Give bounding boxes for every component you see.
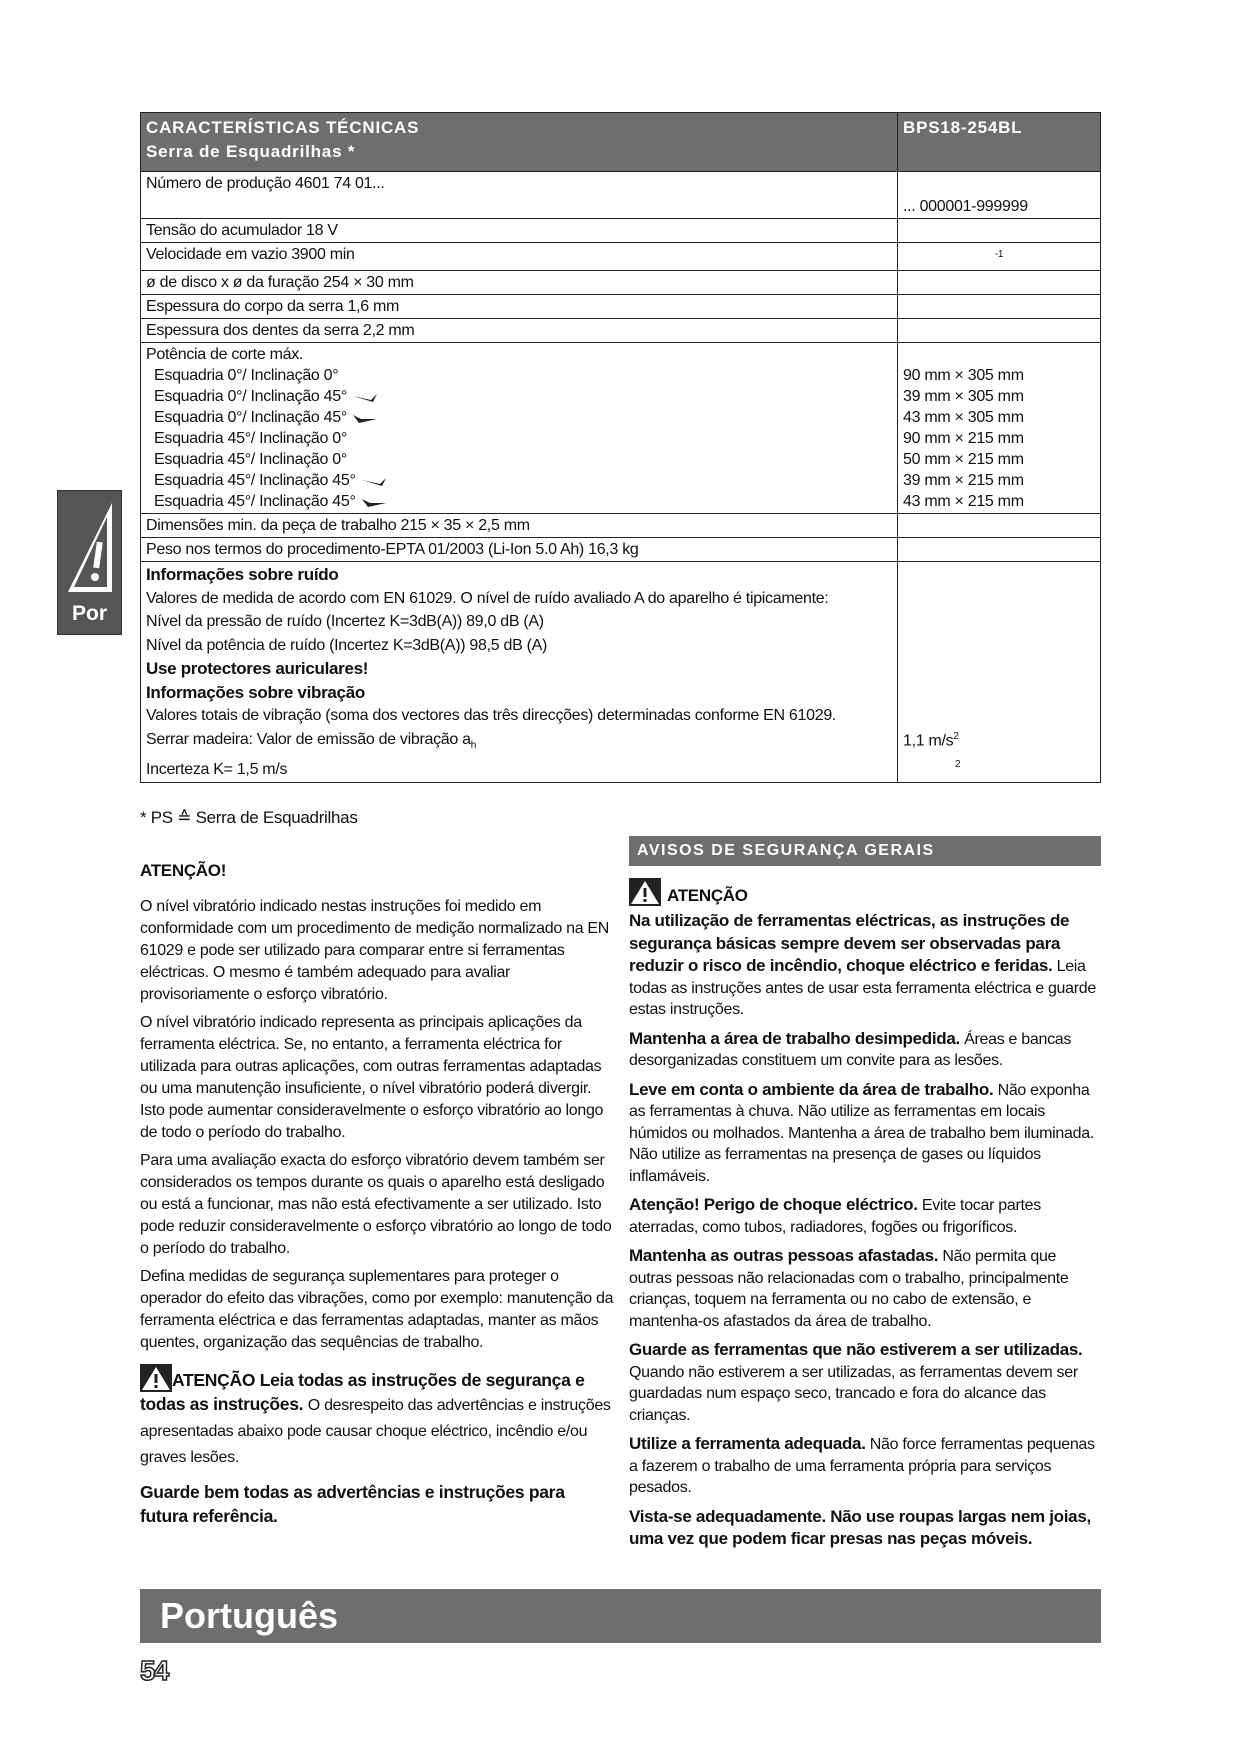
min-dimensions-label: Dimensões min. da peça de trabalho 215 × 35 × 2,5 mm: [141, 514, 898, 538]
table-row: [141, 295, 1101, 319]
bevel-right-icon: [351, 411, 379, 425]
language-title: Português: [160, 1595, 339, 1636]
table-row: [141, 514, 1101, 538]
paragraph: O nível vibratório indicado representa as principais aplicações da ferramenta eléctrica. Se, no entanto, a ferramenta eléctrica for utilizada para outras aplicações, com outras ferramentas adaptadas ou uma manutenção insuficiente, o nível vibratório poderá divergir. Isto pode aumentar consideravelmente o esforço vibratório ao longo de todo o período do trabalho.: [140, 1014, 604, 1141]
cut-row-value: 43 mm × 215 mm: [903, 493, 1024, 511]
safety-item: Mantenha as outras pessoas afastadas. Não permita que outras pessoas não relacionadas com o trabalho, principalmente crianças, toquem na ferramenta ou no cabo de extensão, e mantenha-os afastados da área de trabalho.: [629, 1246, 1069, 1330]
read-instructions-warning: ATENÇÃO Leia todas as instruções de segurança e todas as instruções. O desrespeito das advertências e instruções apresentadas abaixo pode causar choque eléctrico, incêndio e/ou graves lesões.: [140, 1364, 615, 1470]
cut-row-label: Esquadria 45°/ Inclinação 45°: [146, 491, 892, 512]
vibration-description: Valores totais de vibração (soma dos vectores das três direcções) determinadas conforme EN 61029.: [146, 707, 837, 725]
cut-row-value: 39 mm × 215 mm: [903, 472, 1024, 490]
safety-item: Guarde as ferramentas que não estiverem a ser utilizadas. Quando não estiverem a ser utilizadas, as ferramentas devem ser guardadas num espaço seco, trancado e fora do alcance das crianças.: [629, 1340, 1083, 1424]
safety-item: Leve em conta o ambiente da área de trabalho. Não exponha as ferramentas à chuva. Não utilize as ferramentas em locais húmidos ou molhados. Mantenha a área de trabalho bem iluminada. Não utilize as ferramentas na presença de gases ou líquidos inflamáveis.: [629, 1079, 1094, 1185]
voltage-label: Tensão do acumulador 18 V: [141, 219, 898, 243]
noise-power: Nível da potência de ruído (Incertez K=3dB(A)) 98,5 dB (A): [146, 636, 548, 654]
cut-row-label: Esquadria 45°/ Inclinação 0°: [154, 451, 347, 469]
speed-label: Velocidade em vazio 3900 min: [141, 243, 898, 271]
model-name: BPS18-254BL: [898, 113, 1101, 172]
vibration-wood-value: 1,1 $m/s^2$: [903, 731, 959, 750]
language-banner: [140, 1589, 1101, 1643]
section-bar: AVISOS DE SEGURANÇA GERAIS: [629, 836, 1101, 866]
cut-row-value: 43 mm × 305 mm: [903, 409, 1024, 427]
left-column: [140, 860, 615, 1534]
body-thickness-label: Espessura do corpo da serra 1,6 mm: [141, 295, 898, 319]
cut-row-value: 90 mm × 305 mm: [903, 367, 1024, 385]
vibration-title: Informações sobre vibração: [146, 682, 365, 702]
attention-heading: ATENÇÃO: [629, 878, 1101, 906]
language-side-tab: [57, 490, 122, 635]
cut-row-label: Esquadria 0°/ Inclinação 45°: [146, 407, 892, 428]
cut-row-label: Esquadria 45°/ Inclinação 45°: [146, 470, 892, 491]
vibration-warning-heading: ATENÇÃO!: [140, 861, 227, 880]
table-row: [141, 343, 1101, 514]
technical-specs-table: [140, 112, 1101, 783]
table-row: [141, 271, 1101, 295]
disc-label: ø de disco x ø da furação 254 × 30 mm: [141, 271, 898, 295]
table-row: [141, 538, 1101, 562]
cut-row-value: 39 mm × 305 mm: [903, 388, 1024, 406]
safety-item: Vista-se adequadamente. Não use roupas largas nem joias, uma vez que podem ficar presas nas peças móveis.: [629, 1506, 1091, 1548]
noise-pressure: Nível da pressão de ruído (Incertez K=3dB(A)) 89,0 dB (A): [146, 613, 544, 631]
safety-item: Mantenha a área de trabalho desimpedida. Áreas e bancas desorganizadas constituem um convite para as lesões.: [629, 1028, 1072, 1069]
production-value: ... 000001-999999: [898, 172, 1101, 219]
footnote: * PS ≙ Serra de Esquadrilhas: [140, 808, 358, 827]
page-number: 54: [140, 1655, 168, 1686]
vibration-wood: Serrar madeira: Valor de emissão de vibração $a_h$: [146, 730, 476, 752]
intro-paragraph: Na utilização de ferramentas eléctricas, as instruções de segurança básicas sempre devem ser observadas para reduzir o risco de incêndio, choque eléctrico e feridas. Leia todas as instruções antes de usar esta ferramenta eléctrica e guarde estas instruções.: [629, 911, 1096, 1018]
table-row: [141, 319, 1101, 343]
bevel-right-icon: [360, 495, 388, 509]
keep-instructions-note: Guarde bem todas as advertências e instruções para futura referência.: [140, 1482, 565, 1526]
table-row: [141, 172, 1101, 219]
noise-description: Valores de medida de acordo com EN 61029. O nível de ruído avaliado A do aparelho é tipicamente:: [146, 589, 829, 607]
noise-title: Informações sobre ruído: [146, 565, 339, 585]
cut-capacity-title: Potência de corte máx.: [146, 346, 304, 364]
table-header-row: [141, 113, 1101, 172]
vibration-uncertainty-sup: 2: [955, 759, 961, 771]
table-title: CARACTERÍSTICAS TÉCNICAS: [146, 118, 420, 137]
paragraph: Defina medidas de segurança suplementares para proteger o operador do efeito das vibrações, como por exemplo: manutenção da ferramenta eléctrica e das ferramentas adaptadas, manter as mãos quentes, organização das sequências de trabalho.: [140, 1268, 614, 1351]
table-row: [141, 243, 1101, 271]
warning-triangle-icon: [629, 878, 661, 906]
cut-row-value: 90 mm × 215 mm: [903, 430, 1024, 448]
weight-label: Peso nos termos do procedimento-EPTA 01/2003 (Li-Ion 5.0 Ah) 16,3 kg: [141, 538, 898, 562]
vibration-uncertainty: Incerteza K= 1,5 m/s: [146, 760, 288, 778]
bevel-left-icon: [360, 474, 388, 488]
paragraph: O nível vibratório indicado nestas instruções foi medido em conformidade com um procedimento de medição normalizado na EN 61029 e pode ser utilizado para comparar entre si ferramentas eléctricas. O mesmo é também adequado para avaliar provisoriamente o esforço vibratório.: [140, 898, 610, 1003]
side-tab-label: Por: [71, 602, 107, 625]
warning-triangle-icon: [62, 497, 117, 597]
production-label: Número de produção 4601 74 01...: [141, 172, 898, 219]
safety-item: Utilize a ferramenta adequada. Não force ferramentas pequenas a fazerem o trabalho de uma ferramenta própria para serviços pesados.: [629, 1434, 1095, 1496]
cut-row-value: 50 mm × 215 mm: [903, 451, 1024, 469]
bevel-left-icon: [351, 390, 379, 404]
warning-triangle-icon: [140, 1364, 172, 1392]
right-column: [629, 836, 1101, 1558]
table-row: [141, 562, 1101, 783]
cut-row-label: Esquadria 45°/ Inclinação 0°: [154, 430, 347, 448]
cut-row-label: Esquadria 0°/ Inclinação 0°: [154, 367, 339, 385]
ear-protection-note: Use protectores auriculares!: [146, 659, 369, 679]
teeth-thickness-label: Espessura dos dentes da serra 2,2 mm: [141, 319, 898, 343]
table-row: [141, 219, 1101, 243]
safety-item: Atenção! Perigo de choque eléctrico. Evite tocar partes aterradas, como tubos, radiadores, fogões ou frigoríficos.: [629, 1195, 1041, 1236]
table-subtitle: Serra de Esquadrilhas *: [146, 142, 356, 161]
cut-row-label: Esquadria 0°/ Inclinação 45°: [146, 386, 892, 407]
speed-superscript: -1: [994, 249, 1004, 260]
paragraph: Para uma avaliação exacta do esforço vibratório devem também ser considerados os tempos durante os quais o aparelho está desligado ou está a funcionar, mas não está efectivamente a ser utilizado. Isto pode reduzir consideravelmente o esforço vibratório ao longo de todo o período do trabalho.: [140, 1152, 612, 1257]
